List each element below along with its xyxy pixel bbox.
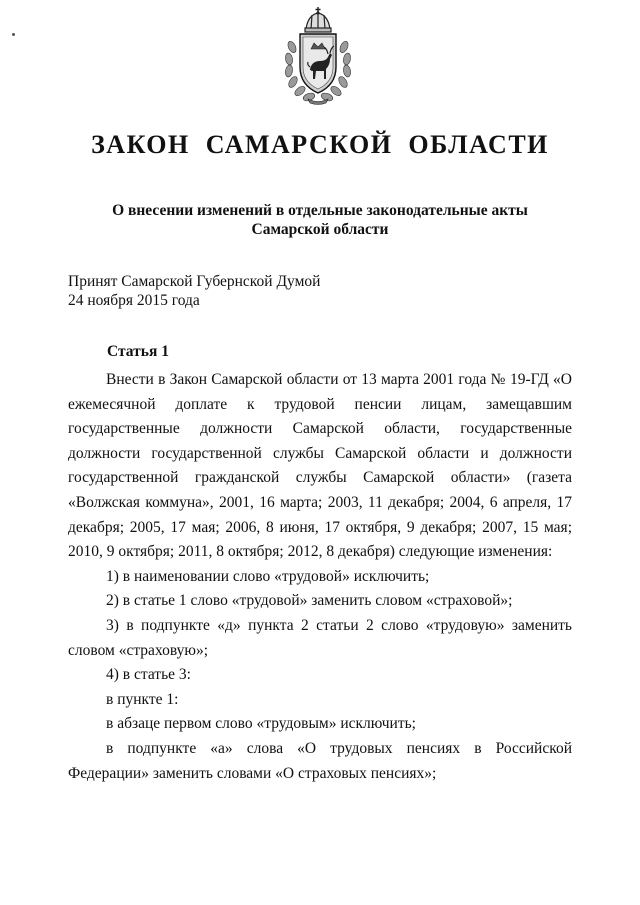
article-paragraph: в абзаце первом слово «трудовым» исключить; bbox=[106, 715, 416, 733]
article-paragraph: 3) в подпункте «д» пункта 2 статьи 2 слово «трудовую» заменить словом «страховую»; bbox=[68, 616, 572, 659]
article-body bbox=[68, 368, 572, 786]
coat-of-arms-icon bbox=[278, 7, 358, 105]
article-paragraph: в подпункте «а» слова «О трудовых пенсиях в Российской Федерации» заменить словами «О страховых пенсиях»; bbox=[68, 739, 572, 782]
law-subtitle bbox=[60, 201, 580, 239]
article-heading: Статья 1 bbox=[107, 343, 169, 360]
law-title: ЗАКОН САМАРСКОЙ ОБЛАСТИ bbox=[91, 130, 549, 159]
adoption-body: Принят Самарской Губернской Думой bbox=[68, 273, 321, 290]
scan-speck bbox=[12, 33, 15, 36]
article-paragraph: 1) в наименовании слово «трудовой» исключить; bbox=[106, 567, 430, 585]
law-subtitle-line: Самарской области bbox=[251, 221, 389, 238]
article-paragraph: Внести в Закон Самарской области от 13 марта 2001 года № 19-ГД «О ежемесячной доплате к трудовой пенсии лицам, замещавшим государственные должности Самарской области, государственные должности государственной службы Самарской области и должности государственной гражданской службы Самарской области» (газета «Волжская коммуна», 2001, 16 марта; 2003, 11 декабря; 2004, 6 апреля, 17 декабря; 2005, 17 мая; 2006, 8 июня, 17 октября, 9 декабря; 2007, 15 мая; 2010, 9 октября; 2011, 8 октября; 2012, 8 декабря) следующие изменения: bbox=[68, 371, 572, 561]
article-paragraph: в пункте 1: bbox=[106, 690, 179, 708]
adoption-date: 24 ноября 2015 года bbox=[68, 292, 200, 309]
law-subtitle-line: О внесении изменений в отдельные законодательные акты bbox=[112, 202, 528, 219]
article-paragraph: 4) в статье 3: bbox=[106, 666, 191, 684]
article-paragraph: 2) в статье 1 слово «трудовой» заменить словом «страховой»; bbox=[106, 592, 513, 610]
adoption-note bbox=[68, 272, 320, 310]
